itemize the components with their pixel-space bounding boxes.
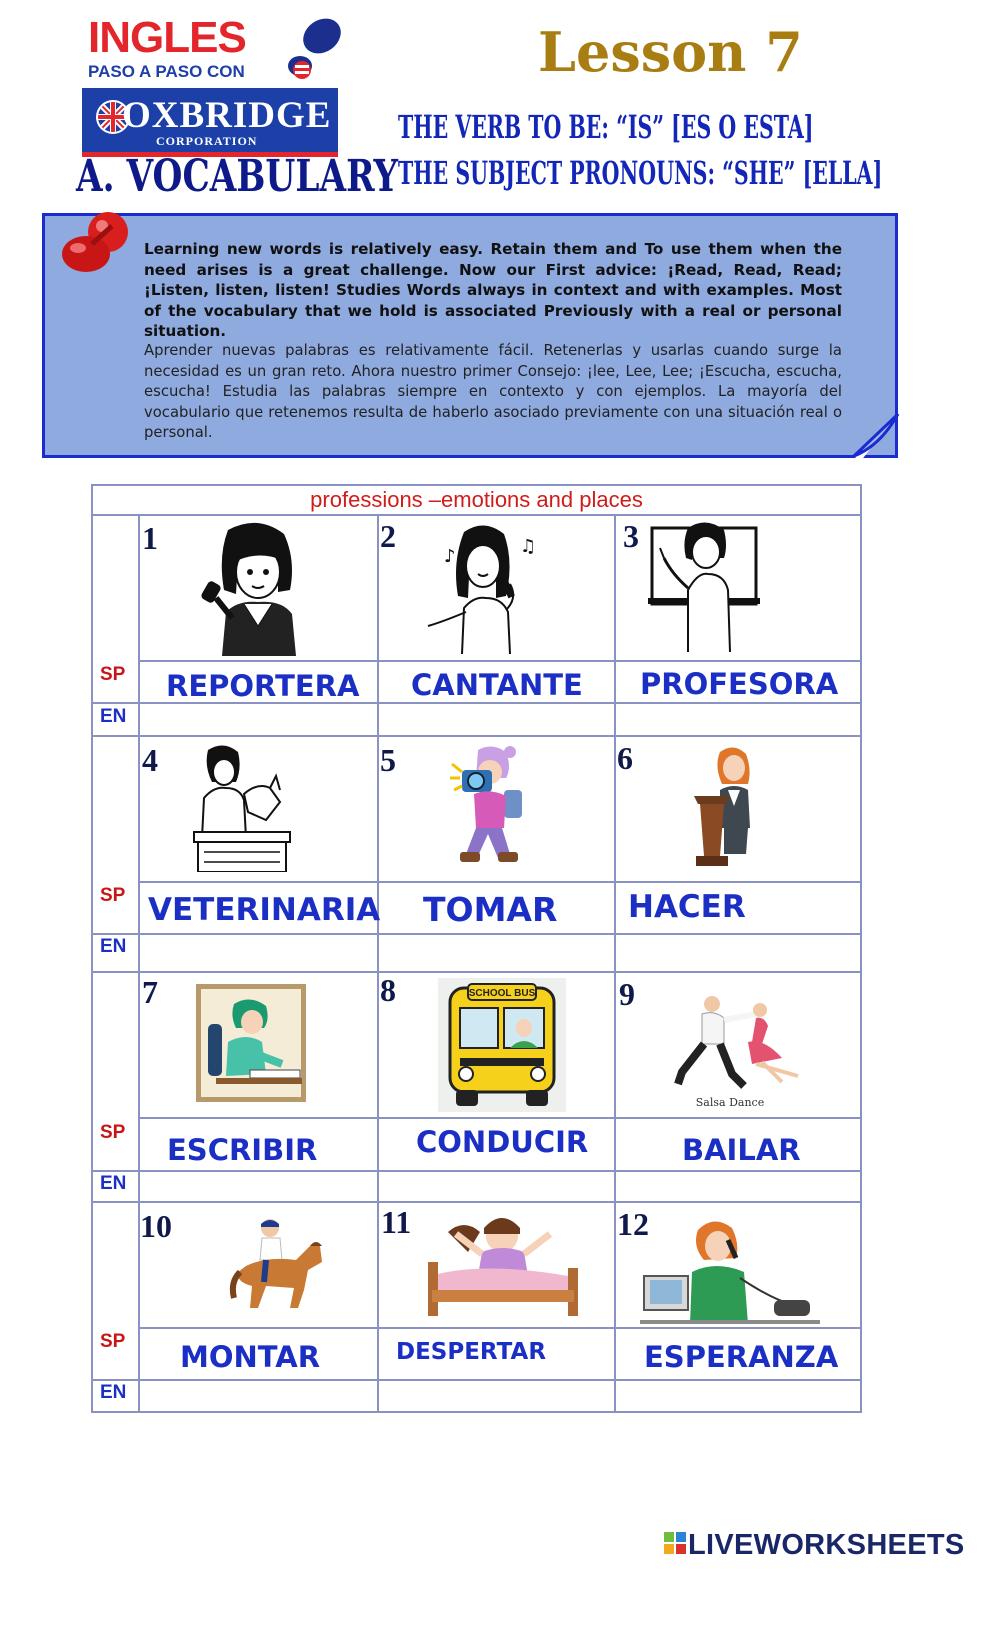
lesson-subtitle-verb: THE VERB TO BE: “IS” [ES O ESTA]: [398, 108, 814, 146]
english-answer-field-10[interactable]: [140, 1381, 376, 1411]
woman-on-phone-icon: [640, 1218, 820, 1330]
lesson-title: Lesson 7: [538, 20, 803, 84]
logo-corporation: CORPORATION: [156, 134, 258, 148]
section-title: A. VOCABULARY: [76, 151, 399, 202]
spanish-word: CONDUCIR: [416, 1125, 589, 1159]
item-number: 5: [380, 742, 396, 778]
spanish-word: ESPERANZA: [644, 1340, 839, 1374]
english-answer-field-1[interactable]: [140, 703, 376, 734]
spanish-word: TOMAR: [423, 890, 558, 929]
item-number: 1: [142, 520, 158, 556]
en-label: EN: [100, 936, 127, 957]
spanish-word: HACER: [628, 889, 746, 925]
item-number: 9: [619, 976, 635, 1012]
spanish-word: REPORTERA: [166, 669, 360, 703]
advice-spanish: Aprender nuevas palabras es relativamente fácil. Retenerlas y usarlas cuando surge la necesidad es un gran reto. Ahora nuestro primer Consejo: ¡lee, Lee, Lee; ¡Escucha, escucha, escucha! Estudia las palabras siempre en contexto y con ejemplos. La mayoría del vocabulario que retenemos resulta de haberlo asociado previamente con una situación real o personal.: [144, 342, 842, 442]
item-number: 6: [617, 740, 633, 776]
table-caption: professions –emotions and places: [310, 487, 643, 512]
english-answer-field-2[interactable]: [379, 703, 614, 734]
en-label: EN: [100, 1382, 127, 1403]
lesson-subtitle-pronoun: THE SUBJECT PRONOUNS: “SHE” [ELLA]: [398, 154, 883, 192]
spanish-word: PROFESORA: [640, 667, 839, 701]
page-curl-icon: [850, 412, 906, 464]
bus-sign-text: SCHOOL BUS: [468, 988, 536, 999]
teacher-icon: [648, 518, 760, 652]
english-answer-field-5[interactable]: [379, 935, 614, 971]
spanish-word: CANTANTE: [411, 668, 583, 702]
spanish-word: ESCRIBIR: [167, 1133, 318, 1167]
english-answer-field-6[interactable]: [616, 935, 859, 971]
spanish-word: BAILAR: [682, 1133, 801, 1167]
english-answer-field-7[interactable]: [140, 1172, 376, 1201]
item-number: 8: [380, 972, 396, 1008]
spanish-word: VETERINARIA: [148, 892, 381, 928]
svg-text:♪: ♪: [444, 546, 456, 567]
en-label: EN: [100, 1173, 127, 1194]
speaker-podium-icon: [690, 744, 764, 872]
english-answer-field-11[interactable]: [379, 1381, 614, 1411]
english-answer-field-3[interactable]: [616, 703, 859, 734]
horse-rider-icon: [226, 1216, 330, 1312]
en-label: EN: [100, 706, 127, 727]
push-pin-icon: [56, 208, 136, 288]
oxbridge-banner: [82, 88, 338, 157]
item-number: 11: [381, 1204, 412, 1240]
sp-label: SP: [100, 885, 126, 906]
sp-label: SP: [100, 1122, 126, 1143]
item-number: 7: [142, 974, 158, 1010]
sp-label: SP: [100, 664, 126, 685]
photographer-icon: [448, 744, 526, 868]
item-number: 4: [142, 742, 158, 778]
spanish-word: DESPERTAR: [396, 1339, 547, 1365]
english-answer-field-4[interactable]: [140, 935, 376, 971]
liveworksheets-logo-icon: [663, 1530, 689, 1562]
english-answer-field-8[interactable]: [379, 1172, 614, 1201]
item-number: 10: [140, 1208, 172, 1244]
vet-icon: [184, 742, 294, 872]
reporter-icon: [198, 520, 318, 656]
english-answer-field-12[interactable]: [616, 1381, 859, 1411]
sp-label: SP: [100, 1331, 126, 1352]
logo-subtitle: PASO A PASO CON: [88, 62, 245, 81]
logo-brand: OXBRIDGE: [122, 95, 332, 136]
english-answer-field-9[interactable]: [616, 1172, 859, 1201]
liveworksheets-brand: LIVEWORKSHEETS: [688, 1529, 965, 1561]
company-logo: [82, 14, 347, 154]
logo-title: INGLES: [88, 13, 246, 62]
item-number: 3: [623, 518, 639, 554]
advice-english: Learning new words is relatively easy. Retain them and To use them when the need arises is a great challenge. Now our First advice: ¡Read, Read, Read; ¡Listen, listen, listen! Studies Words always in context and with examples. Most of the vocabulary that we hold is associated Previously with a real or personal situation.: [144, 240, 842, 341]
singer-icon: [422, 522, 544, 654]
spanish-word: MONTAR: [180, 1340, 321, 1374]
school-bus-icon: [438, 978, 566, 1112]
salsa-caption: Salsa Dance: [695, 1096, 765, 1109]
writing-woman-icon: [196, 984, 306, 1102]
boot-print-icon: [278, 14, 350, 84]
svg-text:♫: ♫: [520, 536, 537, 557]
waking-up-icon: [428, 1212, 578, 1316]
salsa-dancers-icon: [672, 992, 806, 1110]
item-number: 12: [617, 1206, 649, 1242]
item-number: 2: [380, 518, 396, 554]
